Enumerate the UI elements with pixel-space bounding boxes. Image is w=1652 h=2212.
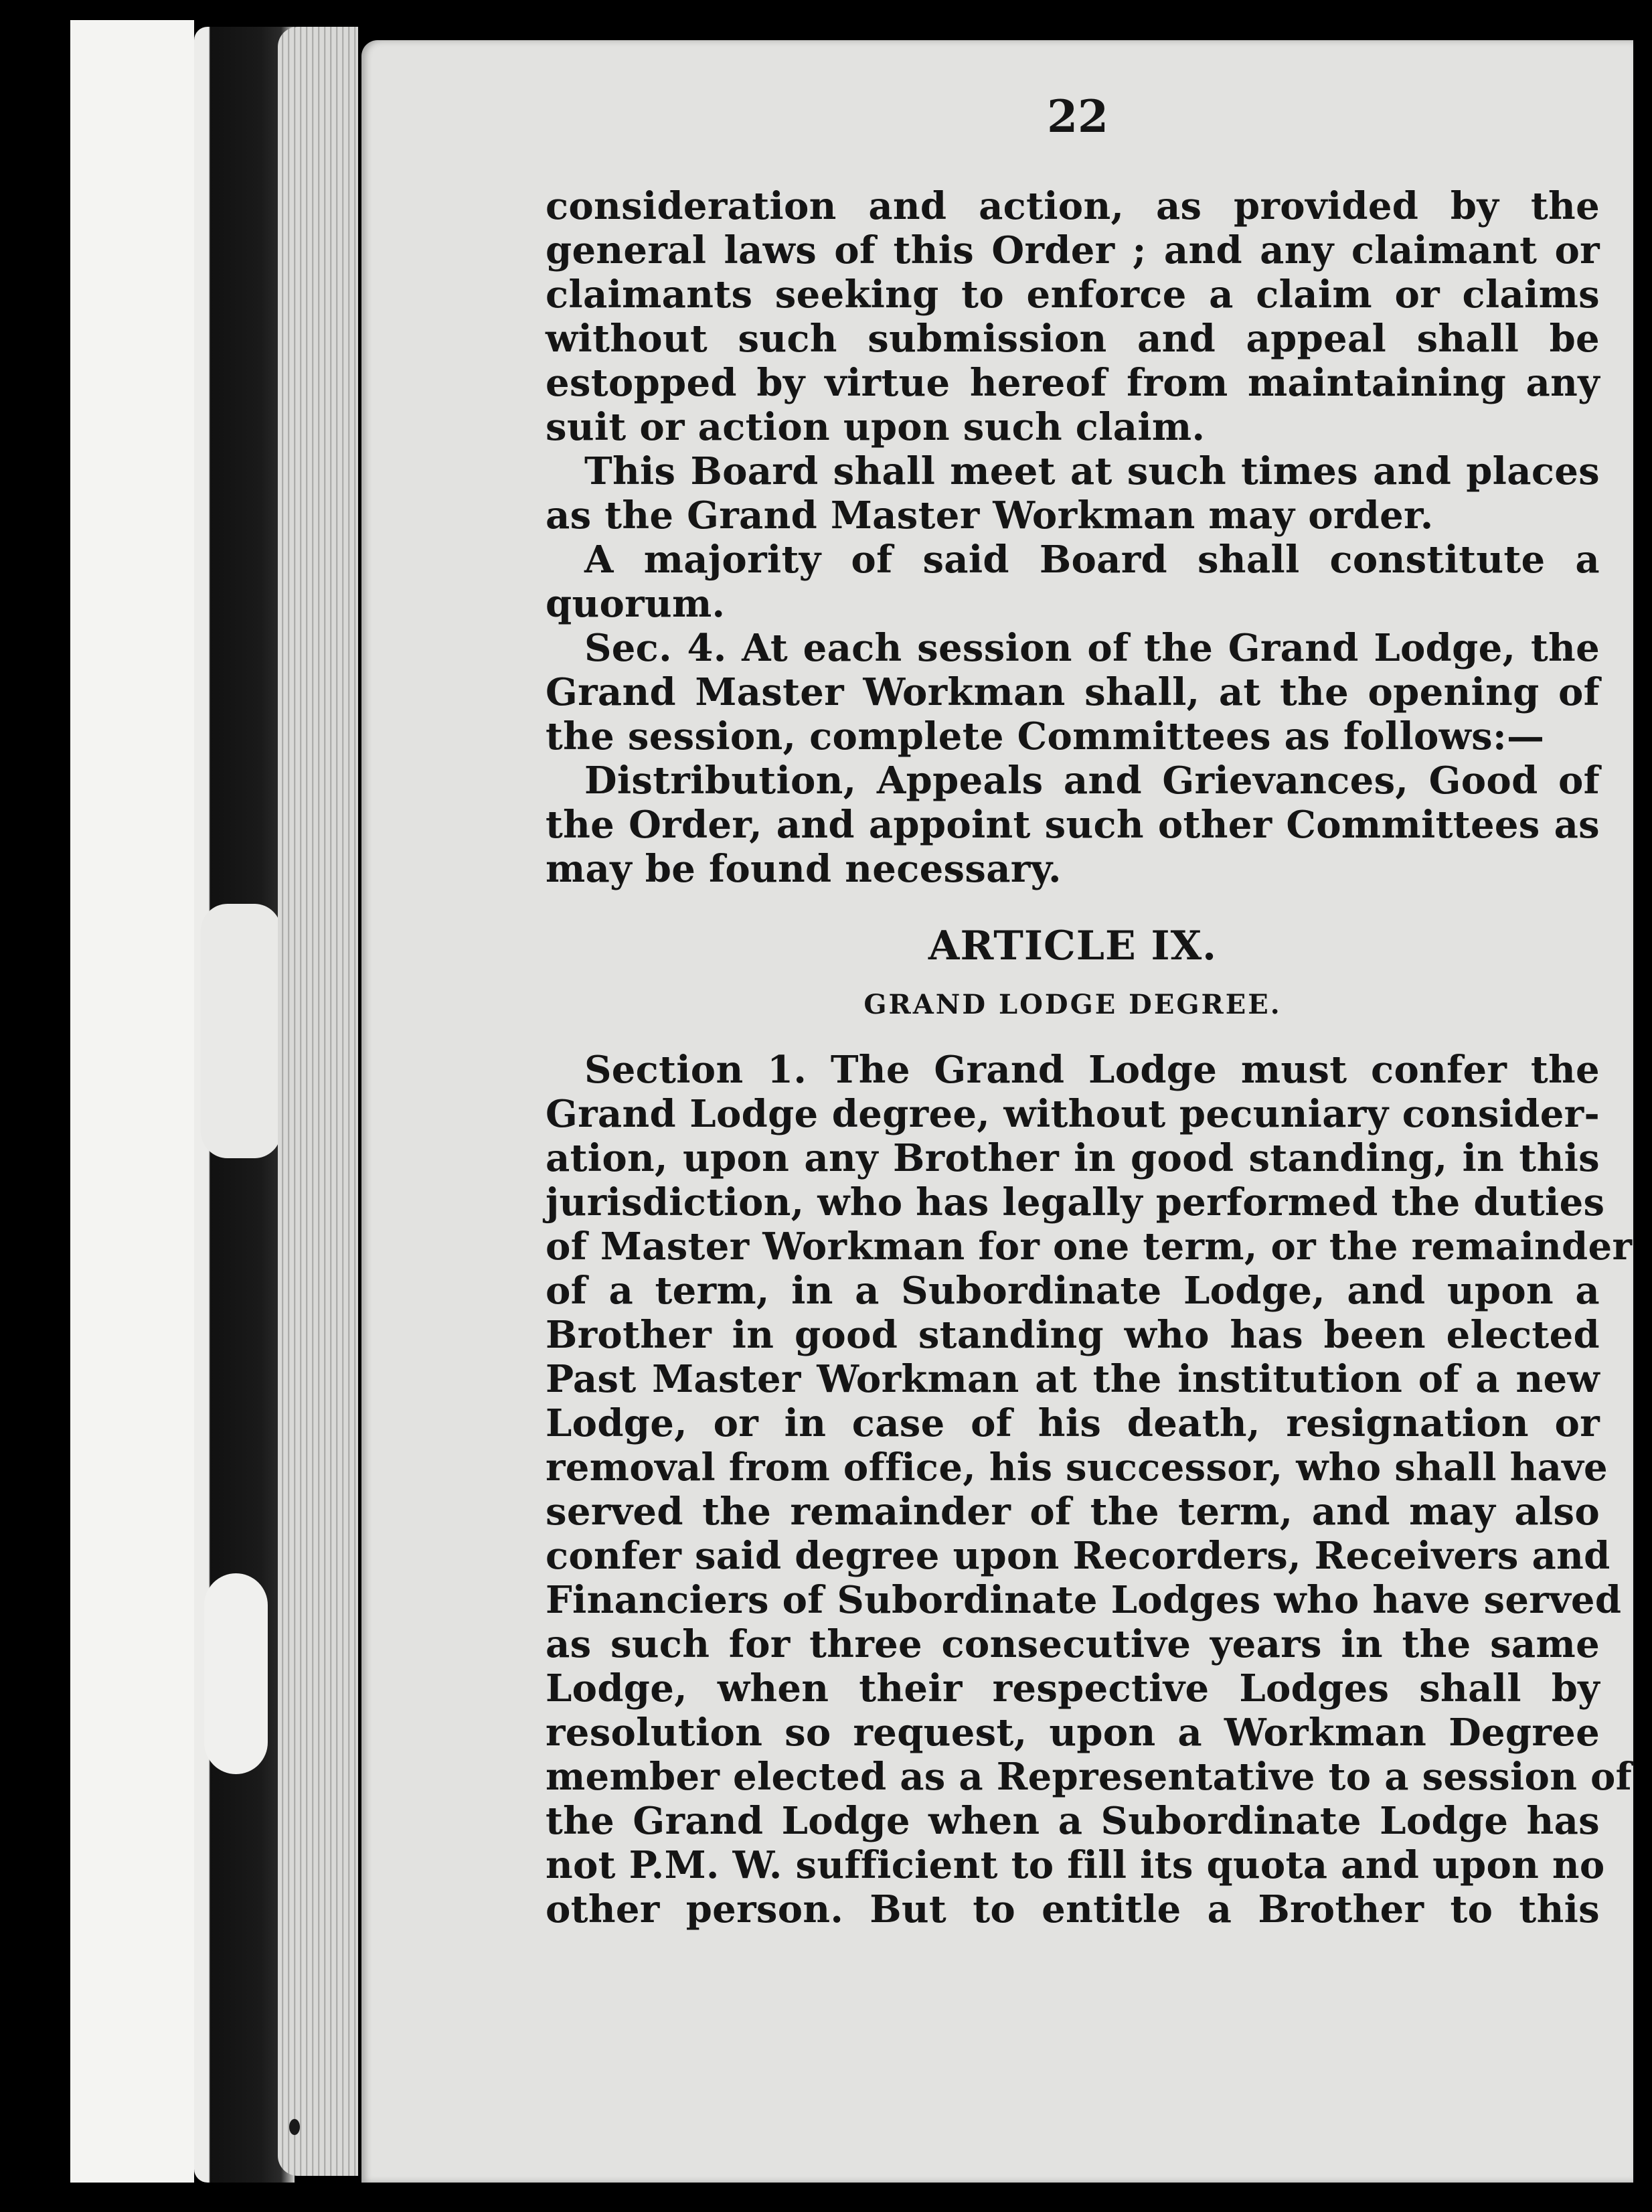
text-line: A majority of said Board shall constitute a — [584, 538, 1600, 582]
text-line: served the remainder of the term, and may also — [546, 1490, 1600, 1534]
text-line: general laws of this Order ; and any claimant or — [546, 228, 1600, 272]
text-line: Past Master Workman at the institution of a new — [546, 1357, 1600, 1401]
text-line: suit or action upon such claim. — [546, 405, 1206, 449]
book-edge-highlight — [204, 1573, 268, 1774]
paragraph-claims — [546, 184, 1600, 449]
text-line: Brother in good standing who has been elected — [546, 1313, 1600, 1357]
text-line: of a term, in a Subordinate Lodge, and upon a — [546, 1269, 1600, 1313]
text-line: as the Grand Master Workman may order. — [546, 493, 1434, 538]
text-line: not P.M. W. sufficient to fill its quota and upon no — [546, 1843, 1605, 1887]
paragraph-quorum — [546, 538, 1600, 626]
paragraph-sec-4 — [546, 626, 1600, 759]
text-line: consideration and action, as provided by the — [546, 184, 1600, 228]
text-line: may be found necessary. — [546, 847, 1062, 891]
text-line: Lodge, or in case of his death, resignation or — [546, 1401, 1600, 1445]
paragraph-section-1 — [546, 1048, 1633, 1931]
page-number: 22 — [1047, 90, 1108, 143]
text-line: Sec. 4. At each session of the Grand Lodge, the — [584, 626, 1600, 670]
text-line: ation, upon any Brother in good standing, in this — [546, 1136, 1600, 1180]
text-line: as such for three consecutive years in the same — [546, 1622, 1600, 1666]
text-line: other person. But to entitle a Brother to this — [546, 1887, 1600, 1931]
text-line: estopped by virtue hereof from maintaining any — [546, 361, 1600, 405]
text-line: Lodge, when their respective Lodges shall by — [546, 1666, 1600, 1711]
article-heading: ARTICLE IX. — [928, 923, 1218, 969]
text-line: the session, complete Committees as follows:— — [546, 714, 1545, 759]
page-stack-edges — [278, 27, 358, 2176]
text-line: member elected as a Representative to a session of — [546, 1755, 1633, 1799]
scan-left-margin — [70, 20, 194, 2183]
text-line: removal from office, his successor, who shall have — [546, 1445, 1608, 1490]
text-line: Section 1. The Grand Lodge must confer the — [584, 1048, 1600, 1092]
page-text — [546, 184, 1633, 1931]
ink-spot — [289, 2119, 300, 2135]
text-line: of Master Workman for one term, or the remainder — [546, 1224, 1633, 1269]
text-line: Grand Lodge degree, without pecuniary consider- — [546, 1092, 1600, 1136]
paragraph-committees — [546, 759, 1600, 891]
paragraph-board-meeting — [546, 449, 1600, 538]
text-line: the Grand Lodge when a Subordinate Lodge has — [546, 1799, 1600, 1843]
text-line: claimants seeking to enforce a claim or claims — [546, 272, 1600, 317]
book-edge-highlight — [201, 904, 281, 1158]
text-line: resolution so request, upon a Workman Degree — [546, 1711, 1600, 1755]
text-line: jurisdiction, who has legally performed the duties — [546, 1180, 1605, 1224]
text-line: confer said degree upon Recorders, Receivers and — [546, 1534, 1610, 1578]
text-line: Grand Master Workman shall, at the opening of — [546, 670, 1600, 714]
text-line: Financiers of Subordinate Lodges who have served — [546, 1578, 1622, 1622]
text-line: Distribution, Appeals and Grievances, Good of — [584, 759, 1600, 803]
text-line: the Order, and appoint such other Committees as — [546, 803, 1600, 847]
text-line: quorum. — [546, 582, 726, 626]
article-subheading: GRAND LODGE DEGREE. — [863, 989, 1282, 1020]
text-line: This Board shall meet at such times and places — [584, 449, 1600, 493]
text-line: without such submission and appeal shall be — [546, 317, 1600, 361]
